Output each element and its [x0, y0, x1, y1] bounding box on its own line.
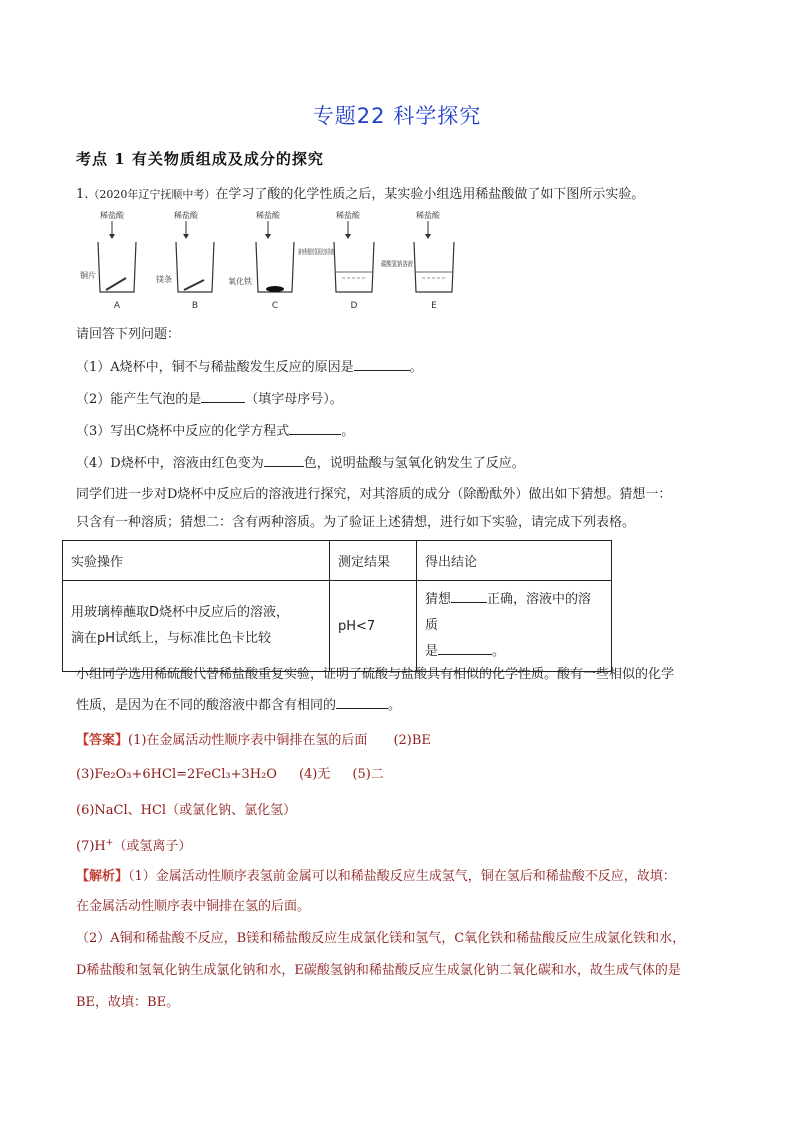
side-label-b: 镁条 — [156, 275, 172, 284]
beaker-d — [334, 242, 374, 292]
answer-7-text: (7)H — [76, 839, 106, 854]
analysis-p1-line2: 在金属活动性顺序表中铜排在氢的后面。 — [76, 899, 311, 914]
answer-blank[interactable] — [289, 422, 341, 435]
arrow-c-head — [265, 234, 271, 239]
question-number: 1. — [76, 187, 89, 202]
operation-line-1: 用玻璃棒蘸取D烧杯中反应后的溶液， — [71, 605, 290, 620]
answer-blank[interactable] — [438, 642, 492, 655]
q1-3-text: （3）写出C烧杯中反应的化学方程式 — [76, 424, 290, 439]
table-cell-result: pH<7 — [330, 581, 417, 672]
question-1-4 — [76, 454, 525, 473]
acid-label-a: 稀盐酸 — [100, 211, 124, 220]
answer-4: (4)无 — [298, 767, 331, 782]
q1-1-end: 。 — [409, 360, 423, 375]
copper-strip — [106, 278, 126, 290]
acid-label-b: 稀盐酸 — [174, 211, 198, 220]
q1-2-text: （2）能产生气泡的是 — [76, 392, 202, 407]
after-line-2-text: 性质，是因为在不同的酸溶液中都含有相同的 — [76, 698, 337, 713]
beaker-letter-e: E — [431, 301, 437, 311]
answer-5: (5)二 — [352, 767, 384, 782]
section-heading: 考点 1 有关物质组成及成分的探究 — [76, 150, 324, 168]
experiment-table — [62, 540, 612, 672]
answer-3: (3)Fe₂O₃+6HCl=2FeCl₃+3H₂O — [76, 767, 277, 782]
beaker-letter-c: C — [271, 301, 279, 311]
acid-label-c: 稀盐酸 — [256, 211, 280, 220]
q1-2-end: （填字母序号）。 — [245, 392, 343, 407]
table-header-operation: 实验操作 — [63, 541, 330, 581]
answer-7-superscript: + — [105, 838, 114, 848]
answer-tag: 【答案】 — [76, 733, 129, 748]
after-line-2 — [76, 696, 401, 715]
analysis-p2-line2: D稀盐酸和氢氧化钠生成氯化钠和水，E碳酸氢钠和稀盐酸反应生成氯化钠二氧化碳和水，故生成气体的是 — [76, 963, 681, 978]
analysis-tag: 【解析】 — [76, 869, 129, 884]
answer-blank[interactable] — [354, 358, 410, 371]
iron-oxide-powder — [266, 286, 284, 292]
table-cell-conclusion — [417, 581, 612, 672]
operation-line-2: 滴在pH试纸上，与标准比色卡比较 — [71, 631, 272, 646]
paragraph-line-2: 只含有一种溶质；猜想二：含有两种溶质。为了验证上述猜想，进行如下实验，请完成下列表格。 — [76, 515, 636, 530]
question-stem-text: 在学习了酸的化学性质之后，某实验小组选用稀盐酸做了如下图所示实验。 — [215, 187, 645, 202]
side-label-c: 氧化铁 — [228, 277, 252, 286]
answer-line-2 — [76, 766, 384, 784]
conclusion-guess-label: 猜想 — [425, 592, 452, 607]
answer-blank[interactable] — [451, 590, 487, 603]
page-title: 专题22 科学探究 — [312, 104, 482, 128]
answer-line-1 — [76, 732, 431, 750]
side-label-e: 碳酸氢钠溶液 — [381, 260, 423, 268]
arrow-a-head — [109, 234, 115, 239]
question-1-2 — [76, 390, 343, 409]
question-1-1 — [76, 358, 423, 377]
after-line-1: 小组同学选用稀硫酸代替稀盐酸重复实验，证明了硫酸与盐酸具有相似的化学性质。酸有一些相似的化学 — [76, 667, 675, 682]
acid-label-e: 稀盐酸 — [416, 211, 440, 220]
beaker-e — [414, 242, 454, 292]
paragraph-line-1: 同学们进一步对D烧杯中反应后的溶液进行探究，对其溶质的成分（除酚酞外）做出如下猜想。猜想一： — [76, 487, 672, 502]
answer-blank[interactable] — [264, 454, 304, 467]
experiment-figure — [76, 208, 456, 318]
side-label-a: 铜片 — [80, 271, 96, 280]
answer-1: (1)在金属活动性顺序表中铜排在氢的后面 — [128, 733, 368, 748]
prompt-text: 请回答下列问题： — [76, 327, 181, 342]
q1-1-text: （1）A烧杯中，铜不与稀盐酸发生反应的原因是 — [76, 360, 354, 375]
answer-7-note: （或氢离子） — [113, 839, 192, 854]
conclusion-end: 。 — [492, 644, 506, 659]
q1-4-text: （4）D烧杯中，溶液由红色变为 — [76, 456, 264, 471]
answer-blank[interactable] — [336, 696, 388, 709]
q1-3-end: 。 — [341, 424, 355, 439]
table-header-result: 测定结果 — [330, 541, 417, 581]
analysis-p2-line3: BE，故填：BE。 — [76, 995, 180, 1010]
question-source: （2020年辽宁抚顺中考） — [88, 188, 216, 201]
arrow-d-head — [345, 234, 351, 239]
question-1-3 — [76, 422, 354, 441]
beaker-letter-b: B — [191, 301, 199, 311]
acid-label-d: 稀盐酸 — [336, 211, 360, 220]
answer-7 — [76, 834, 191, 856]
table-cell-operation — [63, 581, 330, 672]
arrow-e-head — [425, 234, 431, 239]
q1-4-end: 色，说明盐酸与氢氧化钠发生了反应。 — [303, 456, 525, 471]
question-1-stem — [76, 186, 644, 204]
analysis-p2-line1: （2）A铜和稀盐酸不反应，B镁和稀盐酸反应生成氯化镁和氢气，C氧化铁和稀盐酸反应生成氯化铁和水， — [76, 931, 686, 946]
conclusion-text: 正确，溶液中的溶质 — [425, 592, 592, 633]
beaker-letter-d: D — [350, 301, 358, 311]
answer-blank[interactable] — [201, 390, 245, 403]
analysis-line-1 — [76, 868, 676, 886]
table-header-conclusion: 得出结论 — [417, 541, 612, 581]
side-label-d: 滴有酚酞的氢氧化钠溶液 — [298, 248, 375, 256]
arrow-b-head — [183, 234, 189, 239]
analysis-p1-line1: （1）金属活动性顺序表氢前金属可以和稀盐酸反应生成氢气，铜在氢后和稀盐酸不反应，故填： — [128, 869, 676, 884]
answer-2: (2)BE — [393, 733, 431, 748]
beaker-c — [256, 242, 294, 292]
beaker-letter-a: A — [113, 301, 121, 311]
conclusion-is-label: 是 — [425, 644, 439, 659]
after-line-2-end: 。 — [388, 698, 402, 713]
answer-6: (6)NaCl、HCl（或氯化钠、氯化氢） — [76, 803, 297, 818]
magnesium-strip — [184, 280, 204, 290]
